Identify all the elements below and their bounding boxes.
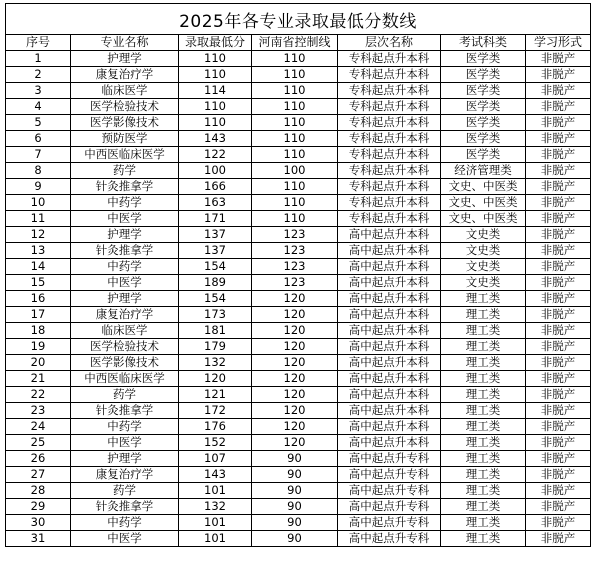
cell-major: 药学 xyxy=(71,483,179,499)
cell-exam-category: 医学类 xyxy=(441,99,526,115)
cell-control-line: 90 xyxy=(252,483,338,499)
cell-level: 高中起点升本科 xyxy=(338,243,441,259)
cell-study-mode: 非脱产 xyxy=(526,403,591,419)
cell-level: 高中起点升本科 xyxy=(338,323,441,339)
cell-index: 24 xyxy=(6,419,71,435)
cell-control-line: 110 xyxy=(252,115,338,131)
cell-control-line: 90 xyxy=(252,499,338,515)
cell-control-line: 123 xyxy=(252,275,338,291)
cell-study-mode: 非脱产 xyxy=(526,435,591,451)
cell-min-score: 166 xyxy=(179,179,252,195)
cell-major: 临床医学 xyxy=(71,323,179,339)
cell-control-line: 120 xyxy=(252,291,338,307)
cell-exam-category: 文史类 xyxy=(441,259,526,275)
cell-study-mode: 非脱产 xyxy=(526,291,591,307)
cell-exam-category: 理工类 xyxy=(441,371,526,387)
cell-control-line: 110 xyxy=(252,51,338,67)
table-row xyxy=(6,339,591,355)
cell-study-mode: 非脱产 xyxy=(526,307,591,323)
table-row xyxy=(6,387,591,403)
cell-major: 中西医临床医学 xyxy=(71,147,179,163)
cell-study-mode: 非脱产 xyxy=(526,195,591,211)
cell-index: 30 xyxy=(6,515,71,531)
cell-level: 专科起点升本科 xyxy=(338,51,441,67)
cell-level: 高中起点升专科 xyxy=(338,531,441,547)
cell-min-score: 110 xyxy=(179,51,252,67)
header-index: 序号 xyxy=(6,35,71,51)
cell-control-line: 123 xyxy=(252,259,338,275)
cell-min-score: 137 xyxy=(179,227,252,243)
cell-control-line: 90 xyxy=(252,451,338,467)
cell-index: 8 xyxy=(6,163,71,179)
cell-exam-category: 医学类 xyxy=(441,51,526,67)
table-row xyxy=(6,147,591,163)
cell-major: 中药学 xyxy=(71,515,179,531)
title-row xyxy=(6,4,591,35)
cell-study-mode: 非脱产 xyxy=(526,131,591,147)
table-row xyxy=(6,131,591,147)
cell-study-mode: 非脱产 xyxy=(526,179,591,195)
cell-index: 10 xyxy=(6,195,71,211)
header-exam-category: 考试科类 xyxy=(441,35,526,51)
cell-index: 22 xyxy=(6,387,71,403)
table-row xyxy=(6,451,591,467)
cell-index: 9 xyxy=(6,179,71,195)
cell-study-mode: 非脱产 xyxy=(526,515,591,531)
cell-min-score: 181 xyxy=(179,323,252,339)
cell-study-mode: 非脱产 xyxy=(526,483,591,499)
cell-study-mode: 非脱产 xyxy=(526,275,591,291)
cell-control-line: 120 xyxy=(252,387,338,403)
header-study-mode: 学习形式 xyxy=(526,35,591,51)
cell-major: 中药学 xyxy=(71,259,179,275)
cell-min-score: 176 xyxy=(179,419,252,435)
header-control-line: 河南省控制线 xyxy=(252,35,338,51)
cell-study-mode: 非脱产 xyxy=(526,339,591,355)
cell-major: 康复治疗学 xyxy=(71,467,179,483)
cell-exam-category: 理工类 xyxy=(441,403,526,419)
cell-min-score: 100 xyxy=(179,163,252,179)
table-body xyxy=(6,51,591,547)
cell-exam-category: 理工类 xyxy=(441,483,526,499)
cell-index: 11 xyxy=(6,211,71,227)
cell-exam-category: 医学类 xyxy=(441,83,526,99)
cell-min-score: 163 xyxy=(179,195,252,211)
cell-exam-category: 理工类 xyxy=(441,435,526,451)
cell-control-line: 120 xyxy=(252,323,338,339)
cell-index: 19 xyxy=(6,339,71,355)
cell-control-line: 90 xyxy=(252,467,338,483)
cell-min-score: 101 xyxy=(179,483,252,499)
score-table-sheet xyxy=(5,3,590,547)
cell-control-line: 120 xyxy=(252,419,338,435)
cell-major: 针灸推拿学 xyxy=(71,499,179,515)
cell-level: 高中起点升专科 xyxy=(338,467,441,483)
table-row xyxy=(6,179,591,195)
cell-min-score: 171 xyxy=(179,211,252,227)
cell-level: 高中起点升本科 xyxy=(338,339,441,355)
table-row xyxy=(6,531,591,547)
cell-min-score: 173 xyxy=(179,307,252,323)
cell-min-score: 152 xyxy=(179,435,252,451)
cell-major: 护理学 xyxy=(71,451,179,467)
cell-major: 药学 xyxy=(71,387,179,403)
cell-control-line: 110 xyxy=(252,147,338,163)
cell-level: 专科起点升本科 xyxy=(338,179,441,195)
cell-min-score: 143 xyxy=(179,131,252,147)
cell-major: 中医学 xyxy=(71,531,179,547)
cell-study-mode: 非脱产 xyxy=(526,99,591,115)
cell-study-mode: 非脱产 xyxy=(526,227,591,243)
cell-min-score: 154 xyxy=(179,259,252,275)
cell-level: 专科起点升本科 xyxy=(338,131,441,147)
header-min-score: 录取最低分 xyxy=(179,35,252,51)
cell-min-score: 137 xyxy=(179,243,252,259)
cell-level: 高中起点升专科 xyxy=(338,451,441,467)
cell-exam-category: 理工类 xyxy=(441,467,526,483)
cell-major: 康复治疗学 xyxy=(71,307,179,323)
cell-min-score: 110 xyxy=(179,99,252,115)
cell-index: 3 xyxy=(6,83,71,99)
table-row xyxy=(6,83,591,99)
cell-study-mode: 非脱产 xyxy=(526,51,591,67)
cell-major: 护理学 xyxy=(71,291,179,307)
cell-level: 高中起点升本科 xyxy=(338,419,441,435)
cell-min-score: 179 xyxy=(179,339,252,355)
cell-control-line: 100 xyxy=(252,163,338,179)
cell-exam-category: 理工类 xyxy=(441,387,526,403)
cell-study-mode: 非脱产 xyxy=(526,371,591,387)
cell-exam-category: 医学类 xyxy=(441,67,526,83)
cell-min-score: 114 xyxy=(179,83,252,99)
cell-index: 6 xyxy=(6,131,71,147)
cell-exam-category: 理工类 xyxy=(441,419,526,435)
cell-study-mode: 非脱产 xyxy=(526,211,591,227)
cell-control-line: 110 xyxy=(252,83,338,99)
cell-min-score: 107 xyxy=(179,451,252,467)
cell-study-mode: 非脱产 xyxy=(526,467,591,483)
cell-level: 高中起点升本科 xyxy=(338,291,441,307)
cell-exam-category: 文史、中医类 xyxy=(441,195,526,211)
table-row xyxy=(6,435,591,451)
cell-major: 医学检验技术 xyxy=(71,99,179,115)
cell-major: 药学 xyxy=(71,163,179,179)
cell-level: 专科起点升本科 xyxy=(338,211,441,227)
cell-level: 高中起点升专科 xyxy=(338,483,441,499)
cell-exam-category: 理工类 xyxy=(441,307,526,323)
cell-major: 医学检验技术 xyxy=(71,339,179,355)
cell-control-line: 120 xyxy=(252,403,338,419)
table-row xyxy=(6,243,591,259)
cell-control-line: 110 xyxy=(252,211,338,227)
cell-study-mode: 非脱产 xyxy=(526,499,591,515)
table-row xyxy=(6,371,591,387)
table-row xyxy=(6,307,591,323)
cell-exam-category: 理工类 xyxy=(441,339,526,355)
cell-index: 29 xyxy=(6,499,71,515)
table-row xyxy=(6,323,591,339)
cell-study-mode: 非脱产 xyxy=(526,147,591,163)
cell-index: 18 xyxy=(6,323,71,339)
cell-level: 高中起点升本科 xyxy=(338,259,441,275)
cell-exam-category: 理工类 xyxy=(441,499,526,515)
cell-index: 16 xyxy=(6,291,71,307)
cell-study-mode: 非脱产 xyxy=(526,419,591,435)
cell-control-line: 110 xyxy=(252,99,338,115)
cell-control-line: 90 xyxy=(252,515,338,531)
cell-major: 护理学 xyxy=(71,51,179,67)
table-row xyxy=(6,483,591,499)
cell-control-line: 120 xyxy=(252,307,338,323)
header-major: 专业名称 xyxy=(71,35,179,51)
cell-exam-category: 理工类 xyxy=(441,323,526,339)
cell-index: 27 xyxy=(6,467,71,483)
cell-exam-category: 文史类 xyxy=(441,227,526,243)
cell-min-score: 132 xyxy=(179,355,252,371)
cell-index: 15 xyxy=(6,275,71,291)
cell-major: 医学影像技术 xyxy=(71,115,179,131)
cell-exam-category: 理工类 xyxy=(441,355,526,371)
table-row xyxy=(6,515,591,531)
cell-level: 高中起点升本科 xyxy=(338,355,441,371)
table-row xyxy=(6,275,591,291)
cell-index: 5 xyxy=(6,115,71,131)
table-row xyxy=(6,355,591,371)
cell-index: 1 xyxy=(6,51,71,67)
cell-index: 31 xyxy=(6,531,71,547)
cell-level: 高中起点升专科 xyxy=(338,499,441,515)
cell-min-score: 121 xyxy=(179,387,252,403)
header-row xyxy=(6,35,591,51)
cell-study-mode: 非脱产 xyxy=(526,451,591,467)
cell-major: 针灸推拿学 xyxy=(71,403,179,419)
table-title: 2025年各专业录取最低分数线 xyxy=(6,4,591,35)
table-row xyxy=(6,467,591,483)
cell-major: 中药学 xyxy=(71,195,179,211)
cell-index: 23 xyxy=(6,403,71,419)
cell-control-line: 120 xyxy=(252,339,338,355)
cell-control-line: 110 xyxy=(252,179,338,195)
cell-index: 7 xyxy=(6,147,71,163)
cell-control-line: 123 xyxy=(252,243,338,259)
cell-index: 26 xyxy=(6,451,71,467)
cell-major: 中医学 xyxy=(71,275,179,291)
cell-exam-category: 文史、中医类 xyxy=(441,179,526,195)
cell-index: 20 xyxy=(6,355,71,371)
cell-study-mode: 非脱产 xyxy=(526,531,591,547)
cell-exam-category: 医学类 xyxy=(441,147,526,163)
cell-exam-category: 理工类 xyxy=(441,291,526,307)
cell-min-score: 172 xyxy=(179,403,252,419)
table-row xyxy=(6,67,591,83)
cell-exam-category: 理工类 xyxy=(441,451,526,467)
cell-level: 专科起点升本科 xyxy=(338,163,441,179)
cell-control-line: 90 xyxy=(252,531,338,547)
cell-index: 13 xyxy=(6,243,71,259)
table-row xyxy=(6,403,591,419)
cell-major: 中医学 xyxy=(71,435,179,451)
cell-level: 专科起点升本科 xyxy=(338,67,441,83)
cell-min-score: 132 xyxy=(179,499,252,515)
table-row xyxy=(6,99,591,115)
cell-min-score: 101 xyxy=(179,531,252,547)
cell-exam-category: 医学类 xyxy=(441,115,526,131)
table-row xyxy=(6,51,591,67)
cell-min-score: 154 xyxy=(179,291,252,307)
cell-control-line: 110 xyxy=(252,131,338,147)
cell-exam-category: 文史类 xyxy=(441,243,526,259)
cell-level: 专科起点升本科 xyxy=(338,99,441,115)
cell-min-score: 110 xyxy=(179,67,252,83)
cell-exam-category: 理工类 xyxy=(441,515,526,531)
cell-level: 专科起点升本科 xyxy=(338,147,441,163)
cell-index: 12 xyxy=(6,227,71,243)
table-row xyxy=(6,499,591,515)
cell-index: 4 xyxy=(6,99,71,115)
cell-exam-category: 文史、中医类 xyxy=(441,211,526,227)
score-table xyxy=(5,3,591,547)
cell-exam-category: 理工类 xyxy=(441,531,526,547)
cell-index: 14 xyxy=(6,259,71,275)
cell-control-line: 110 xyxy=(252,195,338,211)
cell-index: 28 xyxy=(6,483,71,499)
cell-control-line: 120 xyxy=(252,435,338,451)
cell-major: 中药学 xyxy=(71,419,179,435)
cell-level: 高中起点升本科 xyxy=(338,403,441,419)
cell-control-line: 110 xyxy=(252,67,338,83)
cell-major: 护理学 xyxy=(71,227,179,243)
cell-index: 25 xyxy=(6,435,71,451)
cell-control-line: 120 xyxy=(252,355,338,371)
cell-level: 专科起点升本科 xyxy=(338,195,441,211)
cell-study-mode: 非脱产 xyxy=(526,243,591,259)
cell-index: 17 xyxy=(6,307,71,323)
cell-major: 临床医学 xyxy=(71,83,179,99)
cell-exam-category: 经济管理类 xyxy=(441,163,526,179)
cell-major: 医学影像技术 xyxy=(71,355,179,371)
cell-major: 中西医临床医学 xyxy=(71,371,179,387)
cell-study-mode: 非脱产 xyxy=(526,115,591,131)
table-row xyxy=(6,419,591,435)
cell-level: 高中起点升本科 xyxy=(338,387,441,403)
cell-level: 高中起点升专科 xyxy=(338,515,441,531)
cell-study-mode: 非脱产 xyxy=(526,163,591,179)
table-row xyxy=(6,195,591,211)
cell-exam-category: 文史类 xyxy=(441,275,526,291)
cell-min-score: 122 xyxy=(179,147,252,163)
cell-control-line: 120 xyxy=(252,371,338,387)
cell-level: 高中起点升本科 xyxy=(338,371,441,387)
cell-level: 高中起点升本科 xyxy=(338,227,441,243)
cell-study-mode: 非脱产 xyxy=(526,355,591,371)
cell-min-score: 101 xyxy=(179,515,252,531)
table-row xyxy=(6,259,591,275)
cell-major: 中医学 xyxy=(71,211,179,227)
cell-major: 针灸推拿学 xyxy=(71,243,179,259)
cell-control-line: 123 xyxy=(252,227,338,243)
cell-level: 专科起点升本科 xyxy=(338,83,441,99)
cell-study-mode: 非脱产 xyxy=(526,259,591,275)
cell-study-mode: 非脱产 xyxy=(526,323,591,339)
table-row xyxy=(6,163,591,179)
cell-level: 高中起点升本科 xyxy=(338,275,441,291)
cell-major: 康复治疗学 xyxy=(71,67,179,83)
cell-major: 针灸推拿学 xyxy=(71,179,179,195)
cell-index: 21 xyxy=(6,371,71,387)
cell-min-score: 143 xyxy=(179,467,252,483)
table-row xyxy=(6,227,591,243)
cell-min-score: 189 xyxy=(179,275,252,291)
cell-exam-category: 医学类 xyxy=(441,131,526,147)
cell-level: 高中起点升本科 xyxy=(338,307,441,323)
cell-study-mode: 非脱产 xyxy=(526,83,591,99)
table-row xyxy=(6,115,591,131)
cell-major: 预防医学 xyxy=(71,131,179,147)
cell-study-mode: 非脱产 xyxy=(526,387,591,403)
header-level: 层次名称 xyxy=(338,35,441,51)
cell-level: 专科起点升本科 xyxy=(338,115,441,131)
cell-min-score: 120 xyxy=(179,371,252,387)
cell-level: 高中起点升本科 xyxy=(338,435,441,451)
table-row xyxy=(6,211,591,227)
table-row xyxy=(6,291,591,307)
cell-study-mode: 非脱产 xyxy=(526,67,591,83)
cell-min-score: 110 xyxy=(179,115,252,131)
cell-index: 2 xyxy=(6,67,71,83)
